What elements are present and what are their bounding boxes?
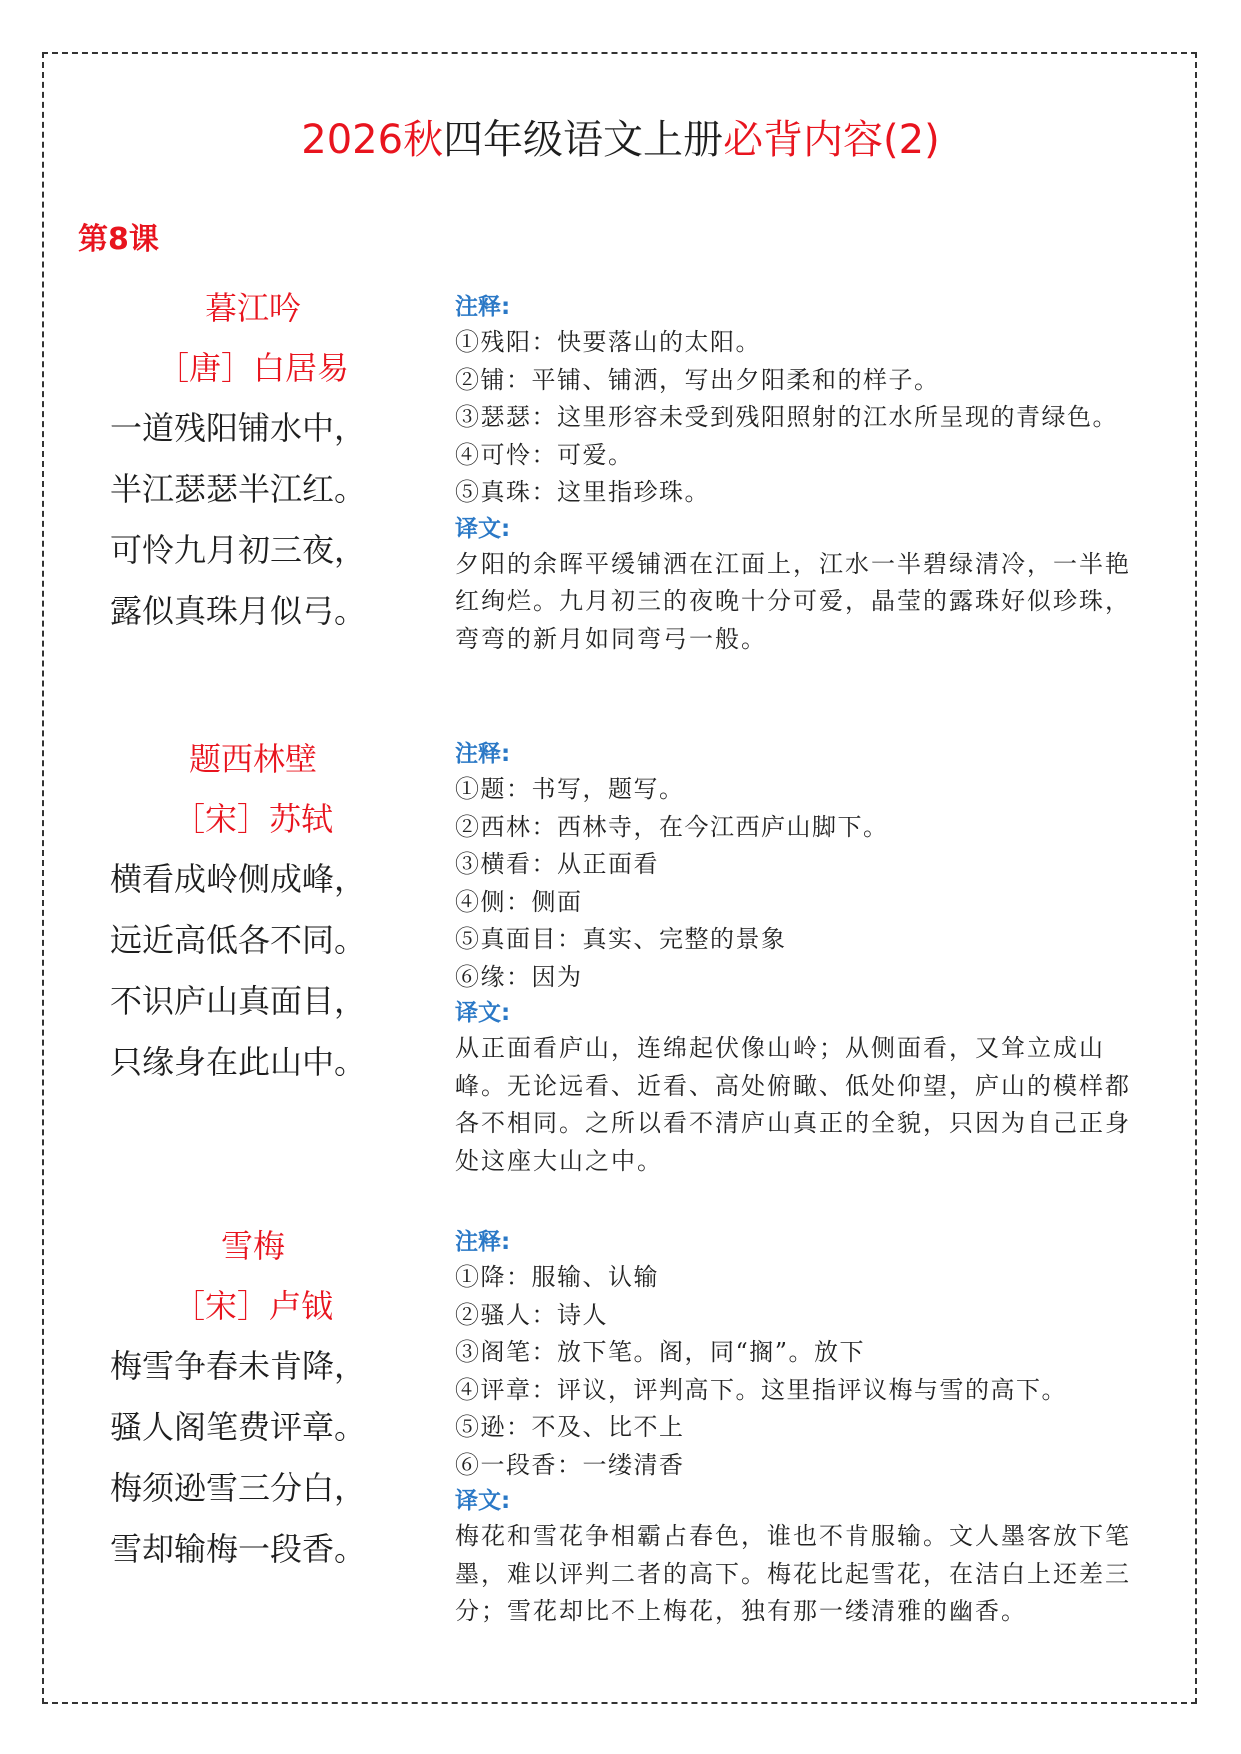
note-item: ③阁笔：放下笔。阁，同“搁”。放下 bbox=[455, 1338, 866, 1366]
poem-line: 雪却输梅一段香。 bbox=[110, 1530, 367, 1568]
note-item: ②西林：西林寺，在今江西庐山脚下。 bbox=[455, 812, 889, 841]
poem-line: 半江瑟瑟半江红。 bbox=[110, 470, 367, 508]
poem-block-3 bbox=[88, 1224, 418, 1588]
notes-heading: 注释: bbox=[455, 294, 511, 320]
poem-author: ［宋］卢钺 bbox=[172, 1287, 333, 1325]
translation-text: 从正面看庐山，连绵起伏像山岭；从侧面看，又耸立成山峰。无论远看、近看、高处俯瞰、低处仰望，庐山的模样都各不相同。之所以看不清庐山真正的全貌，只因为自己正身处这座大山之中。 bbox=[455, 1034, 1131, 1175]
note-item: ⑤真面目：真实、完整的景象 bbox=[455, 925, 787, 953]
note-item: ③横看：从正面看 bbox=[455, 850, 659, 878]
note-item: ②铺：平铺、铺洒，写出夕阳柔和的样子。 bbox=[455, 365, 940, 394]
poem-line: 梅雪争春未肯降， bbox=[110, 1347, 367, 1385]
title-content: 必背内容(2) bbox=[723, 117, 940, 163]
notes-block-3 bbox=[455, 1225, 1155, 1631]
poem-line: 露似真珠月似弓。 bbox=[110, 592, 367, 630]
notes-block-2 bbox=[455, 737, 1155, 1180]
translation-heading: 译文: bbox=[455, 1000, 511, 1026]
notes-heading: 注释: bbox=[455, 741, 511, 767]
poem-title: 暮江吟 bbox=[204, 289, 301, 327]
note-item: ④可怜：可爱。 bbox=[455, 440, 634, 469]
poem-line: 只缘身在此山中。 bbox=[110, 1043, 367, 1081]
note-item: ④评章：评议，评判高下。这里指评议梅与雪的高下。 bbox=[455, 1375, 1067, 1404]
poem-line: 一道残阳铺水中， bbox=[110, 409, 367, 447]
note-item: ②骚人：诗人 bbox=[455, 1300, 608, 1329]
note-item: ①残阳：快要落山的太阳。 bbox=[455, 328, 761, 356]
poem-block-2 bbox=[88, 737, 418, 1101]
notes-heading: 注释: bbox=[455, 1229, 511, 1255]
poem-line: 可怜九月初三夜， bbox=[110, 531, 367, 569]
notes-block-1 bbox=[455, 290, 1155, 658]
poem-line: 远近高低各不同。 bbox=[110, 921, 367, 959]
note-item: ⑤真珠：这里指珍珠。 bbox=[455, 478, 710, 506]
title-subject: 四年级语文上册 bbox=[443, 117, 724, 163]
poem-title: 雪梅 bbox=[220, 1227, 285, 1265]
poem-author: ［唐］白居易 bbox=[156, 349, 349, 387]
translation-text: 夕阳的余晖平缓铺洒在江面上，江水一半碧绿清冷，一半艳红绚烂。九月初三的夜晚十分可爱，晶莹的露珠好似珍珠，弯弯的新月如同弯弓一般。 bbox=[455, 549, 1131, 653]
note-item: ①题：书写，题写。 bbox=[455, 775, 685, 803]
note-item: ③瑟瑟：这里形容未受到残阳照射的江水所呈现的青绿色。 bbox=[455, 403, 1118, 431]
note-item: ⑥缘：因为 bbox=[455, 962, 583, 991]
note-item: ①降：服输、认输 bbox=[455, 1263, 659, 1291]
note-item: ⑤逊：不及、比不上 bbox=[455, 1413, 685, 1441]
poem-line: 横看成岭侧成峰， bbox=[110, 860, 367, 898]
translation-heading: 译文: bbox=[455, 515, 511, 542]
note-item: ⑥一段香：一缕清香 bbox=[455, 1450, 685, 1479]
translation-text: 梅花和雪花争相霸占春色，谁也不肯服输。文人墨客放下笔墨，难以评判二者的高下。梅花比起雪花，在洁白上还差三分；雪花却比不上梅花，独有那一缕清雅的幽香。 bbox=[455, 1522, 1131, 1625]
title-year: 2026秋 bbox=[301, 117, 444, 163]
poem-line: 骚人阁笔费评章。 bbox=[110, 1408, 367, 1446]
poem-line: 不识庐山真面目， bbox=[110, 982, 367, 1020]
poem-block-1 bbox=[88, 286, 418, 650]
note-item: ④侧：侧面 bbox=[455, 887, 583, 916]
poem-author: ［宋］苏轼 bbox=[172, 800, 333, 838]
page-title bbox=[0, 112, 1241, 168]
poem-line: 梅须逊雪三分白， bbox=[110, 1469, 367, 1507]
lesson-label: 第8课 bbox=[78, 222, 159, 257]
poem-title: 题西林壁 bbox=[188, 740, 317, 778]
translation-heading: 译文: bbox=[455, 1488, 511, 1514]
